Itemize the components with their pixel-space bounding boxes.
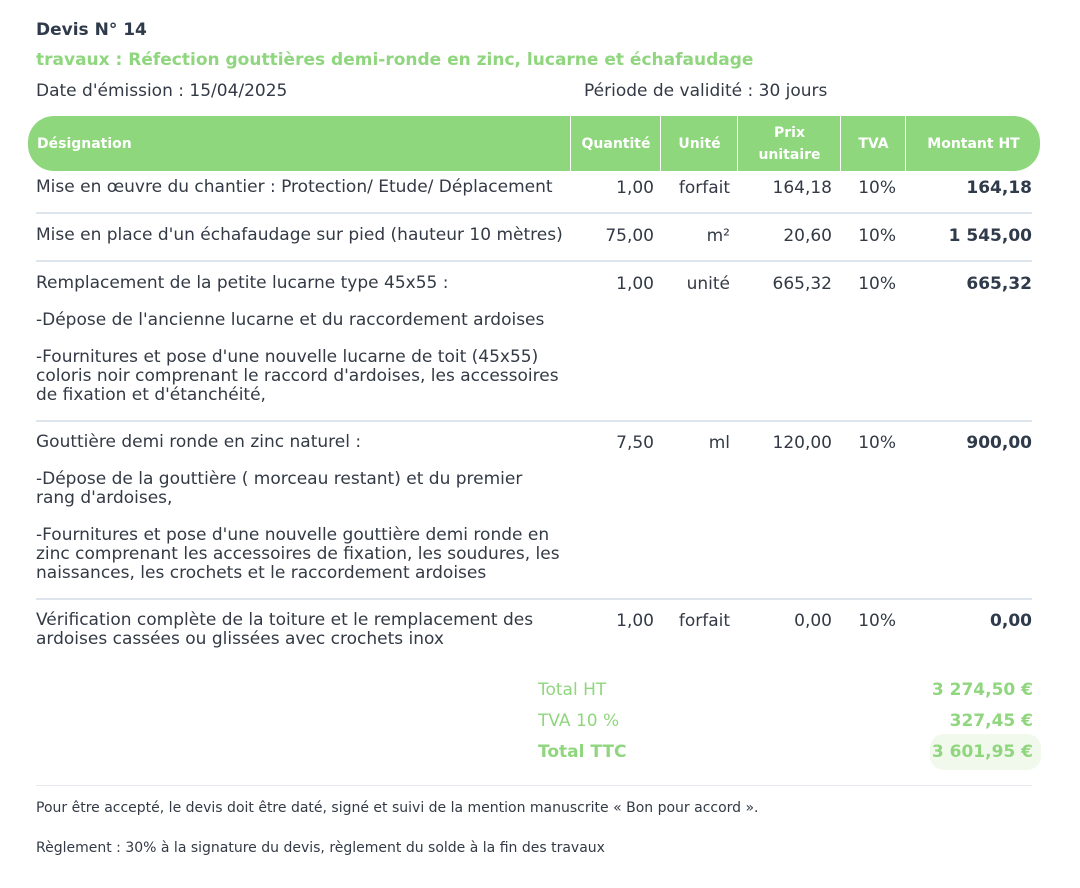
quote-title: Devis N° 14 (36, 20, 147, 40)
row-unit-price: 0,00 (794, 611, 832, 631)
row-quantity: 1,00 (616, 274, 654, 294)
table-header (28, 116, 1040, 171)
row-unit-price: 20,60 (783, 226, 832, 246)
col-designation: Désignation (37, 135, 132, 152)
total-ht-label: Total HT (538, 680, 607, 700)
row-unit: forfait (678, 611, 730, 631)
table-row (36, 178, 1032, 214)
row-unit: unité (686, 274, 730, 294)
table-row (36, 274, 1032, 422)
row-description (36, 178, 566, 197)
total-ht-value: 3 274,50 € (931, 680, 1033, 700)
row-quantity: 7,50 (616, 433, 654, 453)
validity-period: Période de validité : 30 jours (584, 81, 828, 101)
row-quantity: 75,00 (605, 226, 654, 246)
total-tva-label: TVA 10 % (538, 711, 620, 731)
row-description-line: -Fournitures et pose d'une nouvelle lucarne de toit (45x55) coloris noir comprenant le raccord d'ardoises, les accessoires de fixation et d'étanchéité, (36, 347, 559, 405)
total-tva-value: 327,45 € (949, 711, 1033, 731)
row-amount: 1 545,00 (948, 226, 1032, 246)
col-unit: Unité (660, 116, 738, 171)
row-tva: 10% (858, 611, 896, 631)
total-ttc-value: 3 601,95 € (931, 742, 1033, 762)
col-quantity: Quantité (570, 116, 661, 171)
row-unit: m² (706, 226, 730, 246)
row-tva: 10% (858, 226, 896, 246)
table-row (36, 611, 1032, 655)
row-description (36, 433, 566, 583)
row-amount: 665,32 (966, 274, 1032, 294)
row-description-line: Remplacement de la petite lucarne type 45x55 : (36, 273, 449, 293)
table-row (36, 433, 1032, 600)
row-description (36, 226, 566, 245)
total-ttc-label: Total TTC (538, 742, 627, 762)
row-amount: 900,00 (966, 433, 1032, 453)
row-description-line: Gouttière demi ronde en zinc naturel : (36, 432, 362, 452)
row-amount: 164,18 (966, 178, 1032, 198)
row-description-line: -Dépose de l'ancienne lucarne et du raccordement ardoises (36, 310, 545, 330)
row-quantity: 1,00 (616, 178, 654, 198)
issue-date: Date d'émission : 15/04/2025 (36, 81, 288, 101)
col-amount: Montant HT (905, 116, 1041, 171)
row-description-line: -Fournitures et pose d'une nouvelle gouttière demi ronde en zinc comprenant les accessoires de fixation, les soudures, les naissances, les crochets et le raccordement ardoises (36, 525, 560, 583)
payment-terms: Règlement : 30% à la signature du devis, règlement du solde à la fin des travaux (36, 840, 605, 856)
row-unit-price: 164,18 (772, 178, 832, 198)
col-unit-price (737, 116, 841, 171)
row-description (36, 274, 566, 405)
footer-divider (36, 785, 1032, 786)
row-quantity: 1,00 (616, 611, 654, 631)
row-description-line: -Dépose de la gouttière ( morceau restant) et du premier rang d'ardoises, (36, 469, 523, 508)
row-amount: 0,00 (990, 611, 1032, 631)
col-unit-price-line1: Prix (774, 124, 805, 141)
row-unit-price: 120,00 (772, 433, 832, 453)
row-unit: ml (708, 433, 730, 453)
row-tva: 10% (858, 433, 896, 453)
acceptance-note: Pour être accepté, le devis doit être daté, signé et suivi de la mention manuscrite « Bon pour accord ». (36, 800, 759, 816)
row-description-line: Mise en œuvre du chantier : Protection/ Etude/ Déplacement (36, 177, 553, 197)
row-description (36, 611, 566, 649)
table-row (36, 226, 1032, 262)
col-tva: TVA (840, 116, 906, 171)
row-description-line: Vérification complète de la toiture et le remplacement des ardoises cassées ou glissées avec crochets inox (36, 610, 534, 649)
row-unit: forfait (678, 178, 730, 198)
row-tva: 10% (858, 274, 896, 294)
row-tva: 10% (858, 178, 896, 198)
row-unit-price: 665,32 (772, 274, 832, 294)
col-unit-price-line2: unitaire (758, 146, 821, 163)
quote-subtitle: travaux : Réfection gouttières demi-ronde en zinc, lucarne et échafaudage (36, 50, 754, 70)
row-description-line: Mise en place d'un échafaudage sur pied (hauteur 10 mètres) (36, 225, 563, 245)
